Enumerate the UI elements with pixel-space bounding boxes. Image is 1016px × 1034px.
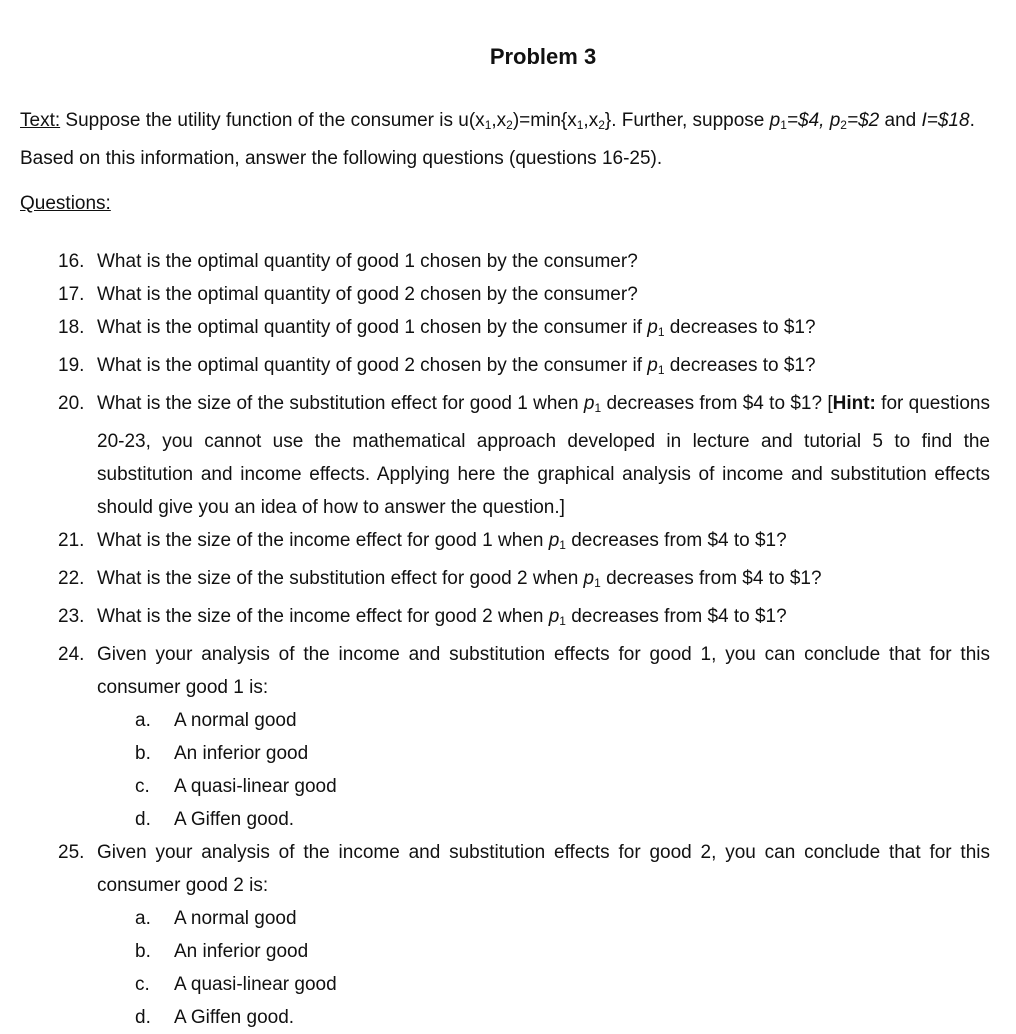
price-symbol: p — [583, 568, 595, 589]
hint-label: Hint: — [832, 393, 876, 414]
subscript: 2 — [840, 118, 847, 132]
option-text: A quasi-linear good — [174, 974, 337, 995]
subscript: 1 — [484, 118, 492, 132]
question-text: What is the optimal quantity of good 2 chosen by the consumer? — [97, 284, 638, 305]
option-text: A Giffen good. — [174, 1007, 295, 1028]
question-24 — [0, 638, 990, 836]
option-letter: c. — [135, 776, 150, 797]
question-text-part: for questions 20-23, you cannot use the mathematical approach developed in lecture and tutorial 5 to find the substitution and income effects. Applying here the graphical analysis of income and substitution effects should give you an idea of how to answer the question.] — [97, 393, 990, 518]
option-letter: b. — [135, 941, 151, 962]
price-symbol: p — [548, 530, 560, 551]
question-20 — [0, 387, 990, 524]
intro-text: ,x — [583, 110, 599, 131]
intro-label: Text: — [20, 110, 61, 131]
question-number: 20. — [58, 393, 85, 414]
option-text: An inferior good — [174, 743, 309, 764]
question-text-part: What is the size of the substitution effect for good 2 when — [97, 568, 584, 589]
option-text: A normal good — [174, 908, 297, 929]
option-b — [0, 935, 990, 968]
price-1-symbol — [584, 393, 601, 414]
question-text-part: decreases from $4 to $1? [ — [601, 393, 833, 414]
intro-paragraph — [20, 104, 995, 175]
option-c — [0, 968, 990, 1001]
intro-text: }. Further, suppose — [604, 110, 770, 131]
subscript: 1 — [657, 363, 665, 377]
question-16 — [0, 245, 990, 278]
question-23 — [0, 600, 990, 638]
option-text: An inferior good — [174, 941, 309, 962]
price-1-symbol — [647, 317, 664, 338]
option-letter: a. — [135, 908, 151, 929]
subscript: 2 — [506, 118, 513, 132]
option-text: A quasi-linear good — [174, 776, 337, 797]
question-text: Given your analysis of the income and substitution effects for good 2, you can conclude that for this consumer good 2 is: — [97, 842, 990, 896]
price-1-symbol — [584, 568, 601, 589]
question-text: What is the optimal quantity of good 1 chosen by the consumer? — [97, 251, 638, 272]
question-text-part: What is the size of the income effect for good 2 when — [97, 606, 549, 627]
page-title: Problem 3 — [489, 44, 597, 69]
intro-text: Suppose the utility function of the consumer is u(x — [60, 110, 485, 131]
price-symbol: p — [647, 355, 658, 376]
question-text-part: decreases to $1? — [664, 317, 816, 338]
subscript: 1 — [576, 118, 584, 132]
option-text: A normal good — [174, 710, 297, 731]
questions-list — [0, 245, 1000, 1034]
question-text-part: What is the optimal quantity of good 2 chosen by the consumer if — [97, 355, 648, 376]
question-21 — [0, 524, 990, 562]
question-text — [97, 349, 990, 387]
option-text: A Giffen good. — [174, 809, 295, 830]
intro-text: ,x — [491, 110, 507, 131]
question-text-part: decreases from $4 to $1? — [565, 530, 787, 551]
question-22 — [0, 562, 990, 600]
question-text: Given your analysis of the income and substitution effects for good 1, you can conclude that for this consumer good 1 is: — [97, 644, 990, 698]
option-c — [0, 770, 990, 803]
question-18 — [0, 311, 990, 349]
subscript: 1 — [780, 118, 787, 132]
questions-heading: Questions: — [20, 193, 111, 214]
option-d — [0, 1001, 990, 1034]
price-value: =$4, — [786, 110, 830, 131]
question-17 — [0, 278, 990, 311]
option-a — [0, 704, 990, 737]
price-symbol: p — [583, 393, 595, 414]
question-text-part: What is the size of the substitution effect for good 1 when — [97, 393, 584, 414]
subscript: 1 — [559, 614, 566, 628]
question-number: 24. — [58, 644, 85, 665]
question-number: 17. — [58, 284, 85, 305]
option-letter: b. — [135, 743, 151, 764]
option-letter: d. — [135, 1007, 151, 1028]
question-text-part: What is the size of the income effect for good 1 when — [97, 530, 549, 551]
question-text — [97, 600, 990, 638]
question-text-part: decreases from $4 to $1? — [600, 568, 822, 589]
option-letter: c. — [135, 974, 150, 995]
subscript: 1 — [559, 538, 566, 552]
question-text-part: decreases to $1? — [664, 355, 816, 376]
price-1-symbol — [549, 606, 566, 627]
price-value: =$2 — [846, 110, 880, 131]
question-text-part: decreases from $4 to $1? — [565, 606, 787, 627]
intro-text: )=min{x — [512, 110, 577, 131]
price-1-symbol — [647, 355, 664, 376]
option-a — [0, 902, 990, 935]
question-number: 23. — [58, 606, 85, 627]
question-text-part: What is the optimal quantity of good 1 chosen by the consumer if — [97, 317, 648, 338]
option-b — [0, 737, 990, 770]
question-25 — [0, 836, 990, 1034]
price-symbol: p — [647, 317, 658, 338]
intro-text: and — [879, 110, 922, 131]
option-d — [0, 803, 990, 836]
option-letter: a. — [135, 710, 151, 731]
subscript: 1 — [594, 401, 602, 415]
price-symbol: p — [769, 110, 781, 131]
price-1 — [770, 110, 830, 131]
subscript: 1 — [657, 325, 665, 339]
option-letter: d. — [135, 809, 151, 830]
price-symbol: p — [548, 606, 560, 627]
question-19 — [0, 349, 990, 387]
question-number: 19. — [58, 355, 85, 376]
question-number: 16. — [58, 251, 85, 272]
question-number: 21. — [58, 530, 85, 551]
income-value: I=$18 — [921, 110, 970, 131]
question-number: 25. — [58, 842, 85, 863]
answer-options — [97, 902, 990, 1034]
question-text — [97, 387, 990, 524]
subscript: 1 — [594, 576, 601, 590]
question-text — [97, 311, 990, 349]
answer-options — [97, 704, 990, 836]
question-number: 22. — [58, 568, 85, 589]
price-1-symbol — [549, 530, 566, 551]
question-text — [97, 562, 990, 600]
subscript: 2 — [598, 118, 605, 132]
question-number: 18. — [58, 317, 85, 338]
intro-text: . Based on this information, answer the following questions (questions 16-25). — [20, 110, 975, 169]
question-text — [97, 524, 990, 562]
price-2 — [830, 110, 880, 131]
price-symbol: p — [829, 110, 841, 131]
